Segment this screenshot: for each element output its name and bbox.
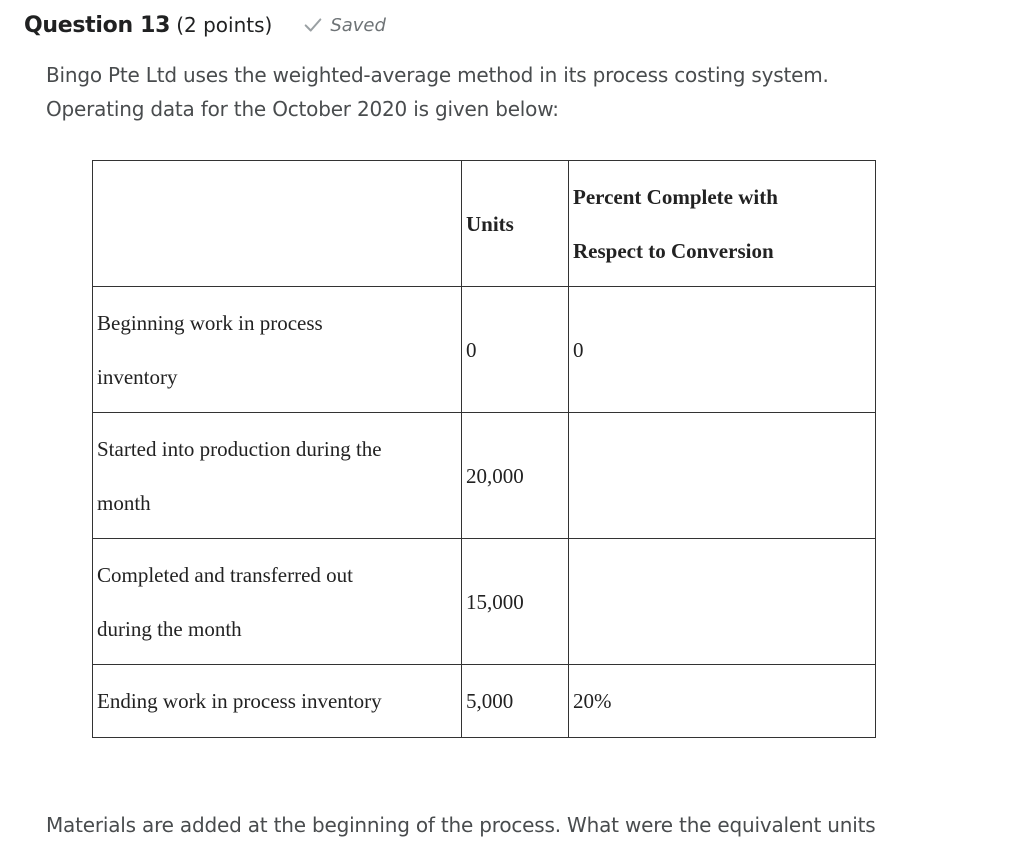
- header-cell-units: Units: [462, 161, 569, 287]
- row-label-line-2: during the month: [97, 616, 242, 641]
- check-icon: [302, 14, 324, 36]
- header-percent-line-1: Percent Complete with: [573, 184, 778, 209]
- row-units: 15,000: [462, 539, 569, 665]
- question-title: Question 13: [24, 12, 171, 38]
- header-cell-empty: [93, 161, 462, 287]
- header-cell-percent: [569, 161, 876, 287]
- question-continuation-text: Materials are added at the beginning of the process. What were the equivalent units: [46, 813, 876, 837]
- question-prompt: [46, 58, 1006, 126]
- row-label-line-1: Completed and transferred out: [97, 562, 353, 587]
- header-percent-line-2: Respect to Conversion: [573, 238, 774, 263]
- operating-data-table: [92, 160, 876, 738]
- row-percent: 0: [569, 287, 876, 413]
- question-points: (2 points): [176, 13, 273, 37]
- table-row: [93, 413, 876, 539]
- row-label-line-1: Beginning work in process: [97, 310, 323, 335]
- table-header-row: [93, 161, 876, 287]
- prompt-line-2: Operating data for the October 2020 is given below:: [46, 97, 559, 121]
- row-percent: [569, 413, 876, 539]
- prompt-line-1: Bingo Pte Ltd uses the weighted-average method in its process costing system.: [46, 63, 829, 87]
- row-label-line-2: inventory: [97, 364, 178, 389]
- row-units: 20,000: [462, 413, 569, 539]
- row-label: Ending work in process inventory: [93, 665, 462, 738]
- row-label: [93, 287, 462, 413]
- row-units: 0: [462, 287, 569, 413]
- saved-status: [302, 14, 386, 36]
- question-header: [24, 8, 386, 42]
- saved-label: Saved: [330, 14, 386, 36]
- table-row: [93, 287, 876, 413]
- row-percent: [569, 539, 876, 665]
- row-label: [93, 539, 462, 665]
- row-label: [93, 413, 462, 539]
- row-label-line-2: month: [97, 490, 151, 515]
- table-row: [93, 665, 876, 738]
- table-row: [93, 539, 876, 665]
- row-percent: 20%: [569, 665, 876, 738]
- row-units: 5,000: [462, 665, 569, 738]
- row-label-line-1: Started into production during the: [97, 436, 382, 461]
